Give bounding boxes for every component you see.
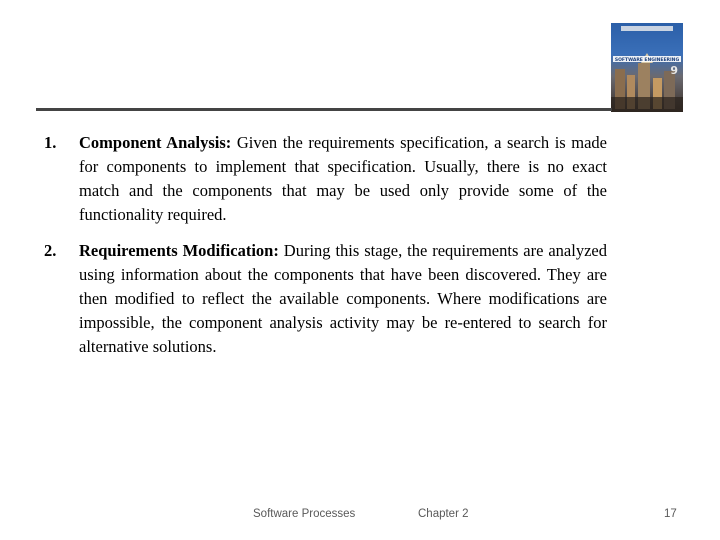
- svg-text:SOFTWARE ENGINEERING: SOFTWARE ENGINEERING: [614, 58, 680, 63]
- numbered-list: [44, 131, 607, 359]
- item-number: 2.: [44, 241, 57, 260]
- header-divider: [36, 108, 612, 111]
- list-item: [44, 239, 607, 359]
- item-text: Given the requirements specification, a search is made for components to implement that specification. Usually, there is no exact match and the components that may be used only provide some of the functionality required.: [79, 133, 607, 224]
- footer-title: Software Processes: [253, 508, 356, 520]
- item-lead: Component Analysis:: [79, 133, 232, 152]
- list-item: [44, 131, 607, 227]
- svg-text:9: 9: [670, 64, 678, 77]
- book-cover-image: [611, 23, 683, 112]
- page-number: 17: [664, 508, 677, 520]
- item-lead: Requirements Modification:: [79, 241, 279, 260]
- item-number: 1.: [44, 133, 57, 152]
- item-body: [79, 239, 607, 359]
- item-text: During this stage, the requirements are analyzed using information about the components that have been discovered. They are then modified to reflect the available components. Where modifications are impossible, the component analysis activity may be re-entered to search for alternative solutions.: [79, 241, 607, 356]
- item-body: [79, 131, 607, 227]
- footer-chapter: Chapter 2: [418, 508, 469, 520]
